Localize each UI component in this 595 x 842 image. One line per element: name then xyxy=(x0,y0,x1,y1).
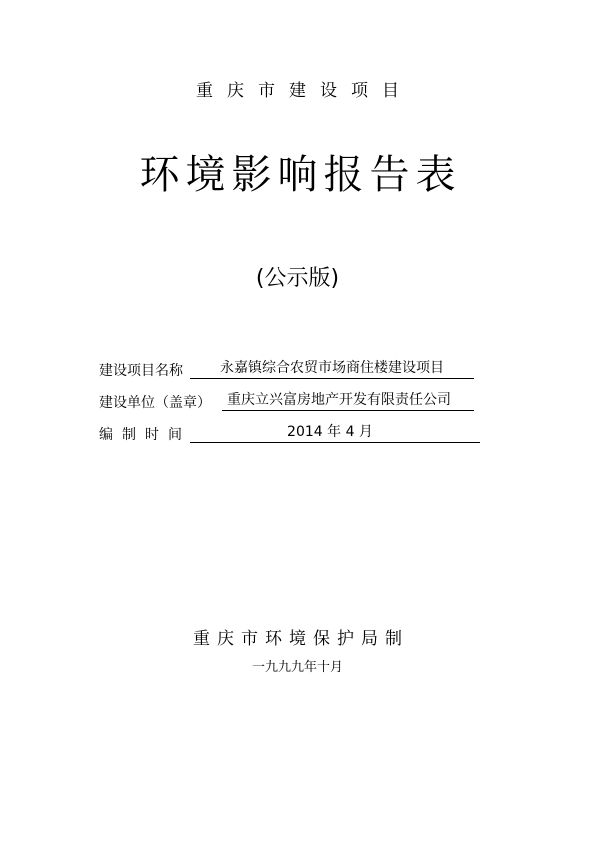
edition-label: (公示版) xyxy=(255,266,340,291)
report-title: 环境影响报告表 xyxy=(139,152,462,198)
issuing-authority: 重庆市环境保护局制 xyxy=(193,629,409,649)
construction-unit-value: 重庆立兴富房地产开发有限责任公司 xyxy=(222,392,474,411)
project-name-value: 永嘉镇综合农贸市场商住楼建设项目 xyxy=(190,360,474,379)
construction-unit-label: 建设单位（盖章） xyxy=(99,395,211,411)
cover-header: 重庆市建设项目 xyxy=(196,81,413,101)
project-name-label: 建设项目名称 xyxy=(99,363,183,379)
prepared-date-value: 2014 年 4 月 xyxy=(190,424,480,443)
issue-date: 一九九九年十月 xyxy=(251,660,343,675)
prepared-date-label: 编制时间 xyxy=(99,427,191,443)
